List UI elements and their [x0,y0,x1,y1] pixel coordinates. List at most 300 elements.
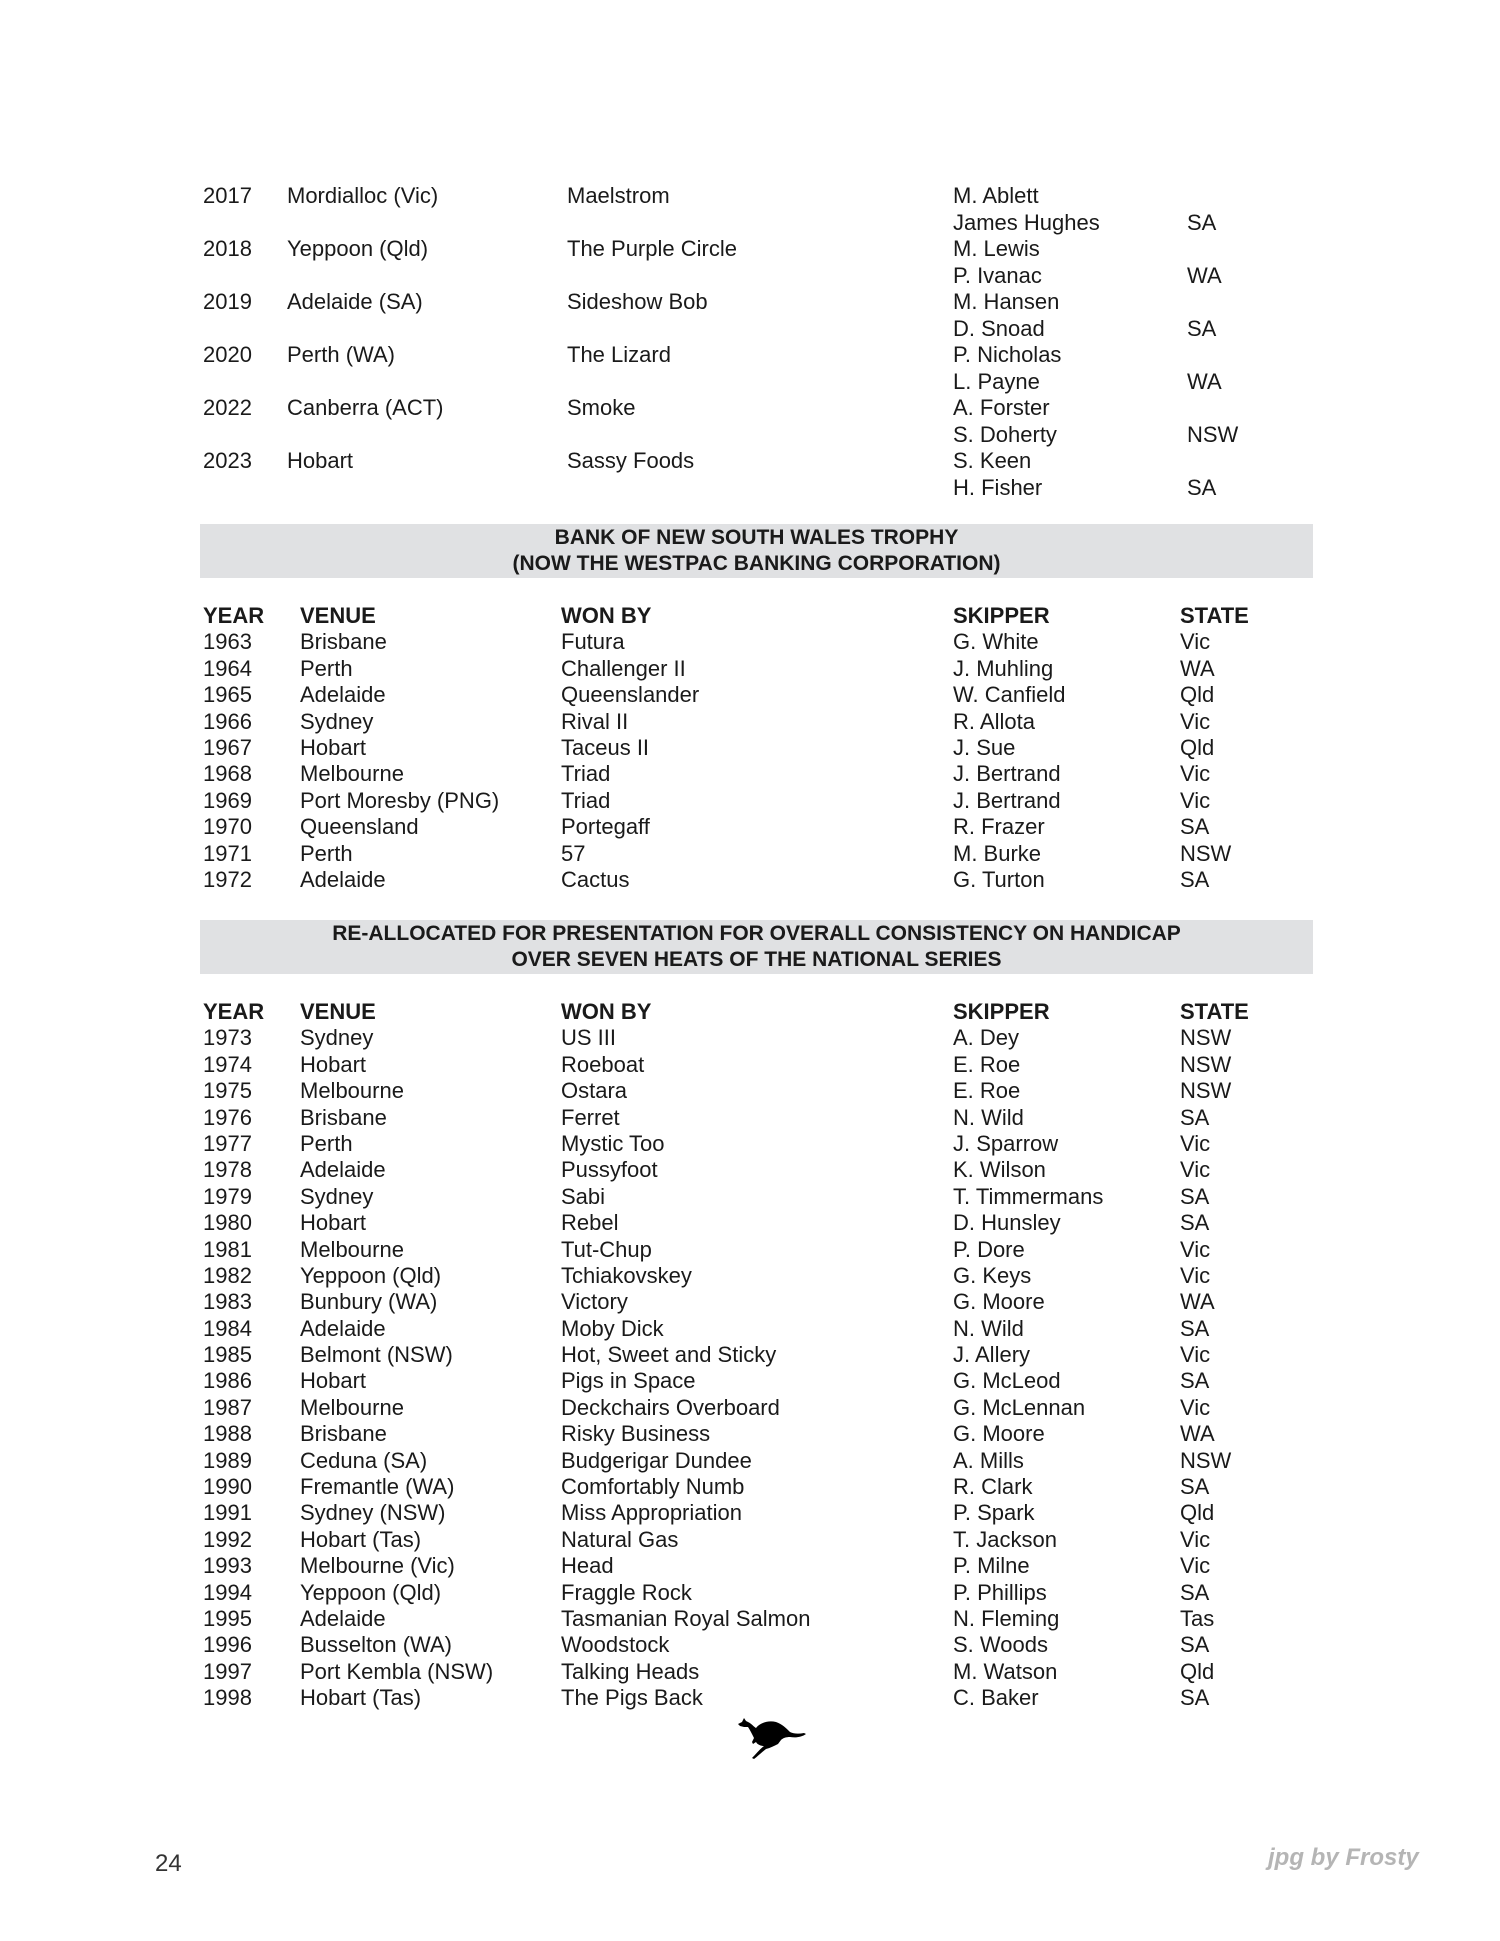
skipper-state [1187,342,1222,369]
cell-won-by: Tut-Chup [561,1236,652,1262]
cell-state: SA [1180,1632,1210,1658]
cell-won-by: Portegaff [561,814,650,840]
cell-year: 1997 [203,1658,252,1684]
cell-won-by: Challenger II [561,655,686,681]
cell-year: 2022 [203,395,252,420]
cell-skipper: N. Wild [953,1104,1024,1130]
table-row [203,1342,1333,1368]
header-year: YEAR [203,603,265,628]
table-row [203,448,1333,501]
cell-state [1187,236,1222,289]
cell-skipper: A. Mills [953,1447,1024,1473]
table-row [203,1421,1333,1447]
table-row [203,1368,1333,1394]
section-title-line-2: (NOW THE WESTPAC BANKING CORPORATION) [512,552,1001,575]
cell-venue: Adelaide [300,866,386,892]
cell-venue: Hobart (Tas) [300,1526,422,1552]
skipper-name: P. Ivanac [953,262,1042,288]
cell-won-by: Ferret [561,1104,620,1130]
cell-year: 1974 [203,1051,252,1077]
cell-skipper: R. Allota [953,708,1035,734]
table-row [203,867,1333,893]
cell-year: 1968 [203,761,252,787]
cell-year: 1987 [203,1394,252,1420]
cell-year: 1971 [203,840,252,866]
cell-skipper: W. Canfield [953,682,1066,708]
cell-venue: Melbourne [300,1394,404,1420]
cell-skipper: D. Hunsley [953,1210,1061,1236]
skipper-state: WA [1187,262,1222,288]
cell-year: 1963 [203,629,252,655]
header-venue: VENUE [300,999,376,1024]
cell-year: 1993 [203,1553,252,1579]
cell-year: 1983 [203,1289,252,1315]
cell-venue: Mordialloc (Vic) [287,183,439,208]
cell-venue: Adelaide [300,1315,386,1341]
cell-year: 1989 [203,1447,252,1473]
cell-venue: Sydney [300,708,374,734]
cell-state: SA [1180,1183,1210,1209]
table-row [203,1553,1333,1579]
section-banner-reallocated [200,920,1313,974]
cell-skipper: G. White [953,629,1039,655]
header-state: STATE [1180,603,1249,628]
cell-venue: Yeppoon (Qld) [287,236,429,261]
cell-venue: Perth (WA) [287,342,395,367]
cell-skipper: J. Muhling [953,655,1054,681]
cell-state: SA [1180,1474,1210,1500]
cell-year: 1994 [203,1579,252,1605]
cell-venue: Melbourne (Vic) [300,1553,455,1579]
cell-skipper: G. Moore [953,1289,1045,1315]
cell-venue: Busselton (WA) [300,1632,453,1658]
cell-year: 1964 [203,655,252,681]
cell-year: 1985 [203,1342,252,1368]
cell-state [1187,342,1222,395]
cell-skipper: P. Dore [953,1236,1025,1262]
cell-state: NSW [1180,1051,1232,1077]
cell-skipper: M. Watson [953,1658,1058,1684]
cell-won-by: Miss Appropriation [561,1500,742,1526]
cell-year: 1977 [203,1130,252,1156]
cell-skipper: G. McLeod [953,1368,1061,1394]
cell-state: NSW [1180,1025,1232,1051]
cell-won-by: Hot, Sweet and Sticky [561,1342,777,1368]
cell-state: Vic [1180,1526,1211,1552]
cell-won-by: Sabi [561,1183,606,1209]
cell-won-by: Deckchairs Overboard [561,1394,780,1420]
page-number: 24 [155,1850,182,1877]
cell-venue: Hobart [300,734,367,760]
table-row [203,656,1333,682]
header-skipper: SKIPPER [953,999,1050,1024]
skipper-name: M. Hansen [953,289,1060,314]
table-row [203,1263,1333,1289]
table-body [203,1025,1333,1711]
cell-skipper: S. Woods [953,1632,1048,1658]
table-row [203,735,1333,761]
cell-year: 2018 [203,236,252,261]
table-row [203,342,1333,395]
cell-skipper: T. Timmermans [953,1183,1104,1209]
cell-state: SA [1180,1685,1210,1711]
cell-venue: Adelaide [300,1157,386,1183]
cell-skipper: P. Spark [953,1500,1035,1526]
cell-venue: Bunbury (WA) [300,1289,438,1315]
cell-venue: Adelaide [300,1605,386,1631]
cell-won-by: Sassy Foods [567,448,695,473]
cell-venue: Brisbane [300,1104,387,1130]
cell-state: Vic [1180,1553,1211,1579]
cell-skipper: P. Milne [953,1553,1030,1579]
bank-of-nsw-results-table [203,603,1333,893]
cell-won-by: Maelstrom [567,183,670,208]
cell-won-by: Futura [561,629,625,655]
cell-state: Qld [1180,1500,1215,1526]
cell-year: 1998 [203,1685,252,1711]
skipper-name: M. Lewis [953,236,1040,261]
skipper-name: L. Payne [953,368,1040,394]
cell-state: Vic [1180,629,1211,655]
skipper-state [1187,289,1216,316]
cell-state: Vic [1180,1342,1211,1368]
table-row [203,1474,1333,1500]
cell-venue: Perth [300,840,353,866]
cell-venue: Melbourne [300,1236,404,1262]
cell-skipper: G. Keys [953,1262,1032,1288]
cell-year: 1984 [203,1315,252,1341]
cell-skipper: J. Sparrow [953,1130,1059,1156]
table-row [203,1448,1333,1474]
cell-state [1187,395,1238,448]
cell-venue: Hobart (Tas) [300,1685,422,1711]
cell-won-by: Tasmanian Royal Salmon [561,1605,811,1631]
cell-venue: Yeppoon (Qld) [300,1262,442,1288]
cell-venue: Canberra (ACT) [287,395,444,420]
skipper-name: H. Fisher [953,474,1043,500]
cell-skipper [953,183,1100,236]
cell-state [1187,289,1216,342]
cell-venue: Brisbane [300,629,387,655]
cell-state: Vic [1180,1157,1211,1183]
cell-skipper: G. Moore [953,1421,1045,1447]
cell-state: Tas [1180,1605,1215,1631]
skipper-state: SA [1187,474,1217,500]
cell-skipper: G. Turton [953,866,1045,892]
cell-skipper: N. Wild [953,1315,1024,1341]
table-row [203,1105,1333,1131]
skipper-state: SA [1187,209,1217,235]
cell-year: 2017 [203,183,252,208]
cell-skipper: E. Roe [953,1078,1021,1104]
cell-year: 1986 [203,1368,252,1394]
cell-won-by: Woodstock [561,1632,670,1658]
cell-venue: Sydney [300,1183,374,1209]
table-row [203,1500,1333,1526]
skipper-state [1187,448,1216,475]
cell-skipper [953,395,1057,448]
cell-won-by: Talking Heads [561,1658,700,1684]
table-body [203,629,1333,893]
cell-skipper [953,289,1059,342]
header-won-by: WON BY [561,603,652,628]
table-row [203,1157,1333,1183]
header-state: STATE [1180,999,1249,1024]
cell-won-by: Mystic Too [561,1130,665,1156]
cell-skipper: K. Wilson [953,1157,1046,1183]
cell-venue: Hobart [300,1368,367,1394]
table-row [203,1210,1333,1236]
skipper-state [1187,236,1222,263]
cell-won-by: Sideshow Bob [567,289,708,314]
cell-won-by: The Purple Circle [567,236,737,261]
cell-venue: Adelaide [300,682,386,708]
cell-year: 1972 [203,866,252,892]
cell-won-by: Queenslander [561,682,700,708]
cell-year: 1970 [203,814,252,840]
cell-year: 2019 [203,289,252,314]
cell-venue: Hobart [300,1051,367,1077]
table-row [203,289,1333,342]
table-row [203,1237,1333,1263]
table-row [203,1052,1333,1078]
cell-year: 1990 [203,1474,252,1500]
cell-venue: Adelaide (SA) [287,289,423,314]
cell-year: 1969 [203,787,252,813]
table-row [203,1580,1333,1606]
cell-venue: Queensland [300,814,419,840]
table-row [203,183,1333,236]
cell-state: Vic [1180,708,1211,734]
cell-state: Vic [1180,1394,1211,1420]
table-row [203,1316,1333,1342]
cell-won-by: Smoke [567,395,636,420]
table-header-row [203,999,1333,1025]
header-skipper: SKIPPER [953,603,1050,628]
cell-year: 1973 [203,1025,252,1051]
section-banner-bank-of-nsw [200,524,1313,578]
cell-skipper: C. Baker [953,1685,1039,1711]
cell-won-by: Pussyfoot [561,1157,658,1183]
cell-state [1187,183,1216,236]
cell-year: 1992 [203,1526,252,1552]
cell-state: Vic [1180,1236,1211,1262]
header-venue: VENUE [300,603,376,628]
cell-won-by: Moby Dick [561,1315,664,1341]
cell-skipper [953,448,1042,501]
table-row [203,1527,1333,1553]
cell-state: Vic [1180,1130,1211,1156]
table-row [203,761,1333,787]
table-row [203,1632,1333,1658]
cell-won-by: Budgerigar Dundee [561,1447,752,1473]
cell-year: 1965 [203,682,252,708]
cell-year: 1978 [203,1157,252,1183]
cell-skipper: T. Jackson [953,1526,1057,1552]
cell-won-by: Rival II [561,708,629,734]
cell-won-by: The Pigs Back [561,1685,703,1711]
skipper-name: M. Ablett [953,183,1039,208]
table-row [203,709,1333,735]
cell-skipper: J. Bertrand [953,787,1061,813]
cell-venue: Fremantle (WA) [300,1474,455,1500]
cell-venue: Sydney (NSW) [300,1500,446,1526]
cell-venue: Brisbane [300,1421,387,1447]
skipper-state: SA [1187,315,1217,341]
cell-year: 2020 [203,342,252,367]
cell-state: Qld [1180,734,1215,760]
cell-won-by: Taceus II [561,734,650,760]
skipper-state [1187,395,1238,422]
table-row [203,1395,1333,1421]
section-title-line-1: BANK OF NEW SOUTH WALES TROPHY [554,526,959,549]
cell-skipper [953,236,1042,289]
skipper-name: A. Forster [953,395,1050,420]
cell-year: 1988 [203,1421,252,1447]
cell-state: SA [1180,866,1210,892]
cell-skipper: R. Frazer [953,814,1045,840]
cell-skipper: J. Bertrand [953,761,1061,787]
skipper-name: S. Doherty [953,421,1057,447]
cell-venue: Perth [300,1130,353,1156]
cell-state: NSW [1180,1078,1232,1104]
cell-won-by: Triad [561,787,611,813]
cell-won-by: Rebel [561,1210,619,1236]
cell-venue: Hobart [300,1210,367,1236]
cell-year: 1995 [203,1605,252,1631]
header-year: YEAR [203,999,265,1024]
table-row [203,1025,1333,1051]
cell-skipper: P. Phillips [953,1579,1047,1605]
cell-won-by: Victory [561,1289,628,1315]
kangaroo-icon [736,1716,808,1760]
skipper-name: James Hughes [953,209,1100,235]
cell-won-by: The Lizard [567,342,671,367]
cell-state: Vic [1180,787,1211,813]
table-row [203,1289,1333,1315]
cell-state: NSW [1180,840,1232,866]
cell-year: 1991 [203,1500,252,1526]
cell-state: SA [1180,1210,1210,1236]
cell-won-by: Triad [561,761,611,787]
cell-state: Qld [1180,1658,1215,1684]
cell-year: 1981 [203,1236,252,1262]
cell-year: 1996 [203,1632,252,1658]
previous-trophy-table [203,183,1333,501]
table-row [203,395,1333,448]
table-row [203,841,1333,867]
table-row [203,814,1333,840]
cell-won-by: Ostara [561,1078,628,1104]
cell-won-by: Roeboat [561,1051,645,1077]
table-row [203,682,1333,708]
cell-year: 1966 [203,708,252,734]
table-row [203,1078,1333,1104]
skipper-name: S. Keen [953,448,1032,473]
cell-state: WA [1180,655,1215,681]
cell-year: 1975 [203,1078,252,1104]
cell-state: NSW [1180,1447,1232,1473]
cell-skipper [953,342,1061,395]
table-row [203,1606,1333,1632]
cell-year: 2023 [203,448,252,473]
cell-state: Qld [1180,682,1215,708]
cell-state: Vic [1180,761,1211,787]
cell-venue: Port Kembla (NSW) [300,1658,494,1684]
cell-venue: Perth [300,655,353,681]
skipper-name: D. Snoad [953,315,1045,341]
cell-venue: Ceduna (SA) [300,1447,428,1473]
cell-state: SA [1180,814,1210,840]
cell-state: WA [1180,1421,1215,1447]
cell-won-by: Risky Business [561,1421,711,1447]
cell-venue: Yeppoon (Qld) [300,1579,442,1605]
cell-won-by: Cactus [561,866,630,892]
cell-year: 1980 [203,1210,252,1236]
cell-venue: Melbourne [300,761,404,787]
cell-skipper: N. Fleming [953,1605,1060,1631]
cell-won-by: Head [561,1553,614,1579]
table-header-row [203,603,1333,629]
cell-state: SA [1180,1579,1210,1605]
cell-year: 1982 [203,1262,252,1288]
skipper-state: NSW [1187,421,1239,447]
cell-venue: Belmont (NSW) [300,1342,453,1368]
table-row [203,788,1333,814]
table-row [203,1659,1333,1685]
cell-state: SA [1180,1368,1210,1394]
cell-skipper: G. McLennan [953,1394,1086,1420]
header-won-by: WON BY [561,999,652,1024]
skipper-name: P. Nicholas [953,342,1062,367]
table-row [203,1685,1333,1711]
table-row [203,1184,1333,1210]
section-title-line-1: RE-ALLOCATED FOR PRESENTATION FOR OVERALL CONSISTENCY ON HANDICAP [332,922,1181,945]
cell-skipper: R. Clark [953,1474,1033,1500]
cell-won-by: Pigs in Space [561,1368,696,1394]
cell-state: WA [1180,1289,1215,1315]
skipper-state: WA [1187,368,1222,394]
cell-skipper: J. Allery [953,1342,1031,1368]
skipper-state [1187,183,1216,210]
cell-venue: Melbourne [300,1078,404,1104]
table-row [203,1131,1333,1157]
cell-skipper: E. Roe [953,1051,1021,1077]
table-row [203,629,1333,655]
cell-venue: Hobart [287,448,354,473]
reallocated-results-table [203,999,1333,1712]
cell-won-by: Comfortably Numb [561,1474,745,1500]
cell-skipper: A. Dey [953,1025,1020,1051]
cell-venue: Sydney [300,1025,374,1051]
cell-state: SA [1180,1315,1210,1341]
cell-won-by: US III [561,1025,617,1051]
cell-won-by: 57 [561,840,586,866]
cell-skipper: J. Sue [953,734,1016,760]
section-title-line-2: OVER SEVEN HEATS OF THE NATIONAL SERIES [511,948,1002,971]
table-row [203,236,1333,289]
cell-year: 1967 [203,734,252,760]
cell-won-by: Natural Gas [561,1526,679,1552]
watermark: jpg by Frosty [1268,1844,1419,1871]
cell-year: 1979 [203,1183,252,1209]
cell-year: 1976 [203,1104,252,1130]
cell-state: Vic [1180,1262,1211,1288]
cell-state: SA [1180,1104,1210,1130]
cell-state [1187,448,1216,501]
cell-won-by: Fraggle Rock [561,1579,692,1605]
cell-venue: Port Moresby (PNG) [300,787,500,813]
